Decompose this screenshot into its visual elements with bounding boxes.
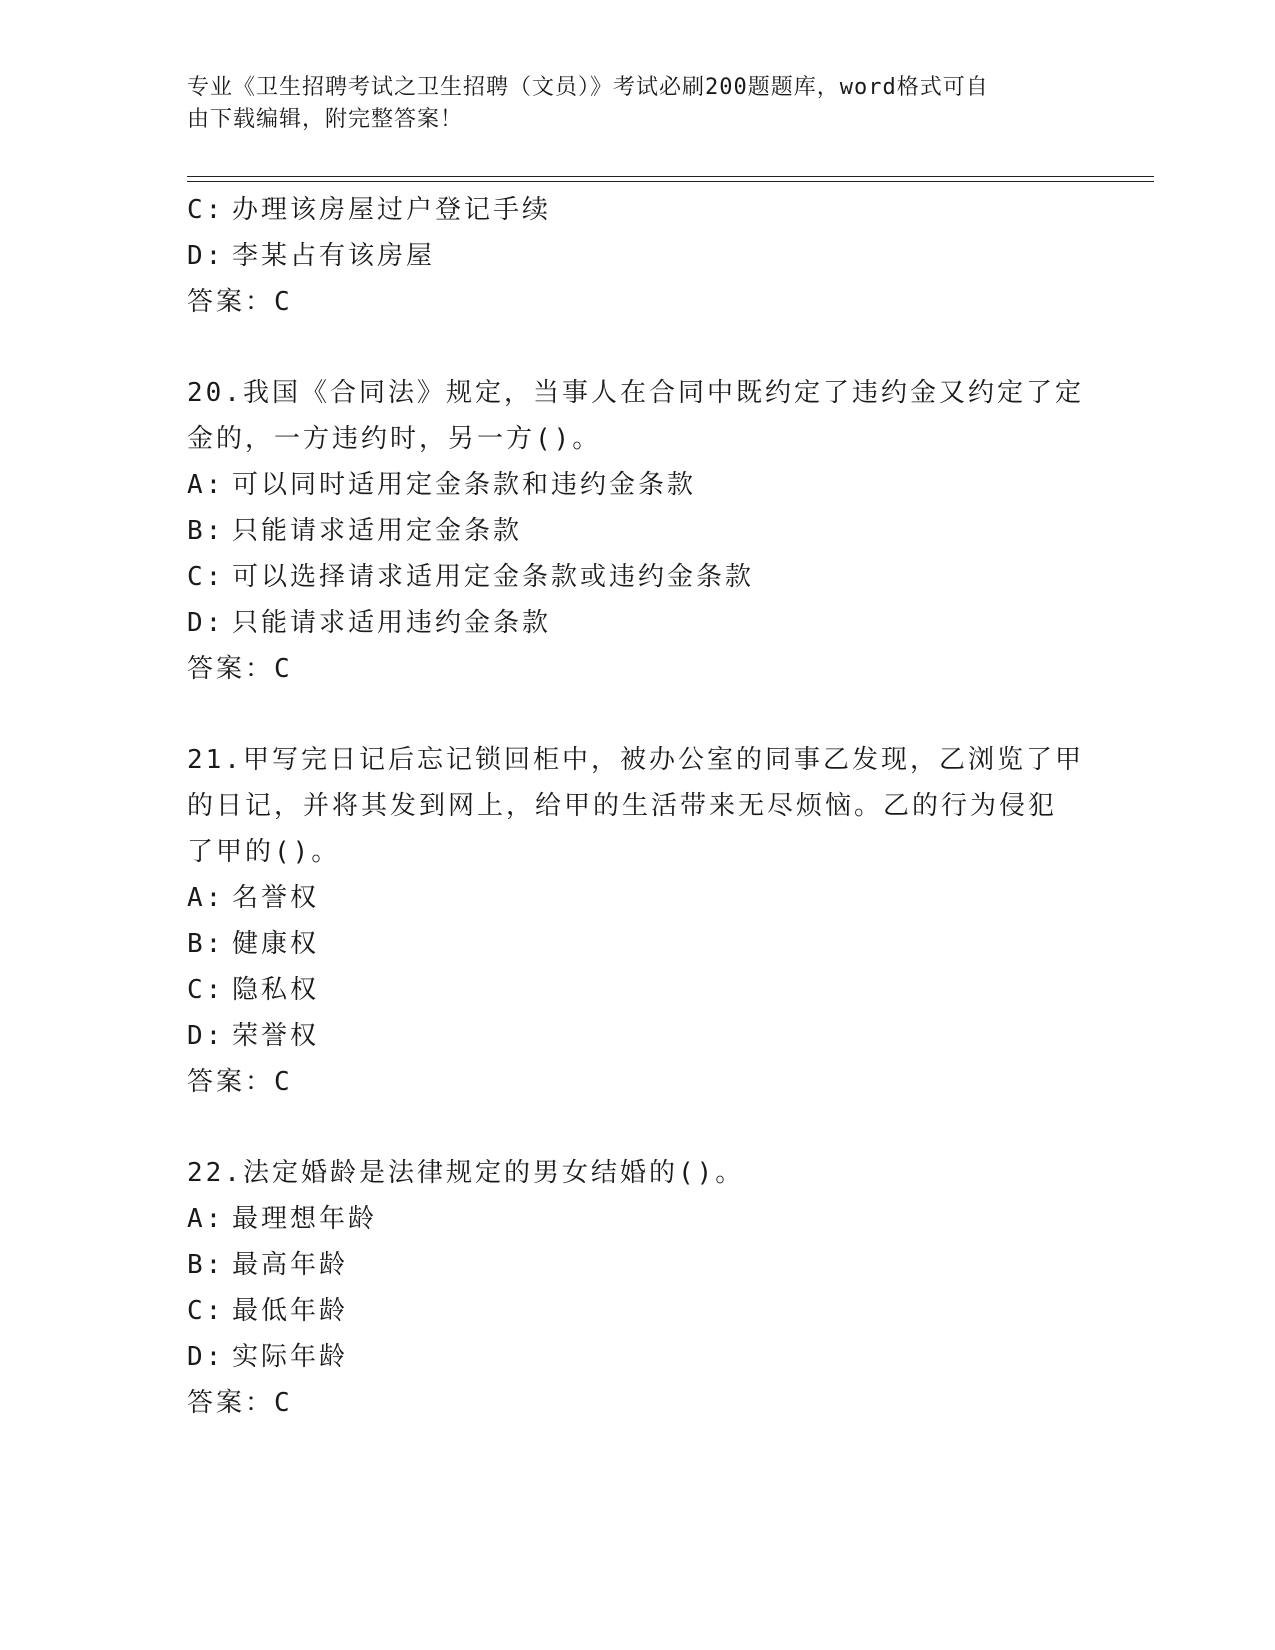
option-text: 李某占有该房屋 bbox=[232, 241, 436, 271]
option-b bbox=[187, 1242, 1087, 1288]
header-rule-bottom bbox=[187, 181, 1154, 182]
question-stem-line: 21.甲写完日记后忘记锁回柜中，被办公室的同事乙发现，乙浏览了甲 bbox=[187, 745, 1084, 775]
question-stem-line: 了甲的()。 bbox=[187, 837, 341, 867]
answer-line: 答案：C bbox=[187, 654, 293, 684]
document-header bbox=[187, 72, 1087, 136]
header-line-2: 由下载编辑，附完整答案！ bbox=[187, 107, 464, 132]
question-21 bbox=[187, 737, 1087, 1105]
option-letter: C: bbox=[187, 975, 225, 1005]
option-a bbox=[187, 1196, 1087, 1242]
option-text: 只能请求适用违约金条款 bbox=[232, 608, 552, 638]
option-text: 可以选择请求适用定金条款或违约金条款 bbox=[232, 562, 755, 592]
option-text: 实际年龄 bbox=[232, 1342, 349, 1372]
option-letter: D: bbox=[187, 1021, 225, 1051]
option-b bbox=[187, 921, 1087, 967]
option-text: 荣誉权 bbox=[232, 1021, 320, 1051]
answer-line: 答案：C bbox=[187, 287, 293, 317]
option-b bbox=[187, 508, 1087, 554]
option-letter: B: bbox=[187, 929, 225, 959]
option-d bbox=[187, 1334, 1087, 1380]
option-d bbox=[187, 233, 1087, 279]
option-c bbox=[187, 554, 1087, 600]
option-d bbox=[187, 1013, 1087, 1059]
option-text: 名誉权 bbox=[232, 883, 320, 913]
option-letter: D: bbox=[187, 1342, 225, 1372]
option-text: 最低年龄 bbox=[232, 1296, 349, 1326]
answer-line: 答案：C bbox=[187, 1388, 293, 1418]
question-stem-line: 22.法定婚龄是法律规定的男女结婚的()。 bbox=[187, 1158, 745, 1188]
option-letter: B: bbox=[187, 516, 225, 546]
option-letter: B: bbox=[187, 1250, 225, 1280]
option-letter: C: bbox=[187, 562, 225, 592]
header-line-1: 专业《卫生招聘考试之卫生招聘（文员）》考试必刷200题题库，word格式可自 bbox=[187, 75, 989, 100]
option-text: 隐私权 bbox=[232, 975, 320, 1005]
option-letter: C: bbox=[187, 1296, 225, 1326]
option-text: 只能请求适用定金条款 bbox=[232, 516, 523, 546]
option-text: 最理想年龄 bbox=[232, 1204, 378, 1234]
option-letter: A: bbox=[187, 1204, 225, 1234]
option-text: 健康权 bbox=[232, 929, 320, 959]
option-text: 办理该房屋过户登记手续 bbox=[232, 195, 552, 225]
question-list bbox=[187, 187, 1087, 1426]
question-stem-line: 金的，一方违约时，另一方()。 bbox=[187, 424, 602, 454]
question-stem-line: 20.我国《合同法》规定，当事人在合同中既约定了违约金又约定了定 bbox=[187, 378, 1084, 408]
option-c bbox=[187, 1288, 1087, 1334]
option-text: 可以同时适用定金条款和违约金条款 bbox=[232, 470, 697, 500]
option-letter: D: bbox=[187, 241, 225, 271]
option-c bbox=[187, 967, 1087, 1013]
answer-line: 答案：C bbox=[187, 1067, 293, 1097]
option-a bbox=[187, 875, 1087, 921]
option-letter: A: bbox=[187, 470, 225, 500]
header-rule-top bbox=[187, 176, 1154, 177]
option-letter: C: bbox=[187, 195, 225, 225]
option-c bbox=[187, 187, 1087, 233]
question-20 bbox=[187, 370, 1087, 692]
option-a bbox=[187, 462, 1087, 508]
option-d bbox=[187, 600, 1087, 646]
option-letter: D: bbox=[187, 608, 225, 638]
question-stem-line: 的日记，并将其发到网上，给甲的生活带来无尽烦恼。乙的行为侵犯 bbox=[187, 791, 1058, 821]
option-text: 最高年龄 bbox=[232, 1250, 349, 1280]
question-22 bbox=[187, 1150, 1087, 1426]
question-continuation bbox=[187, 187, 1087, 325]
option-letter: A: bbox=[187, 883, 225, 913]
